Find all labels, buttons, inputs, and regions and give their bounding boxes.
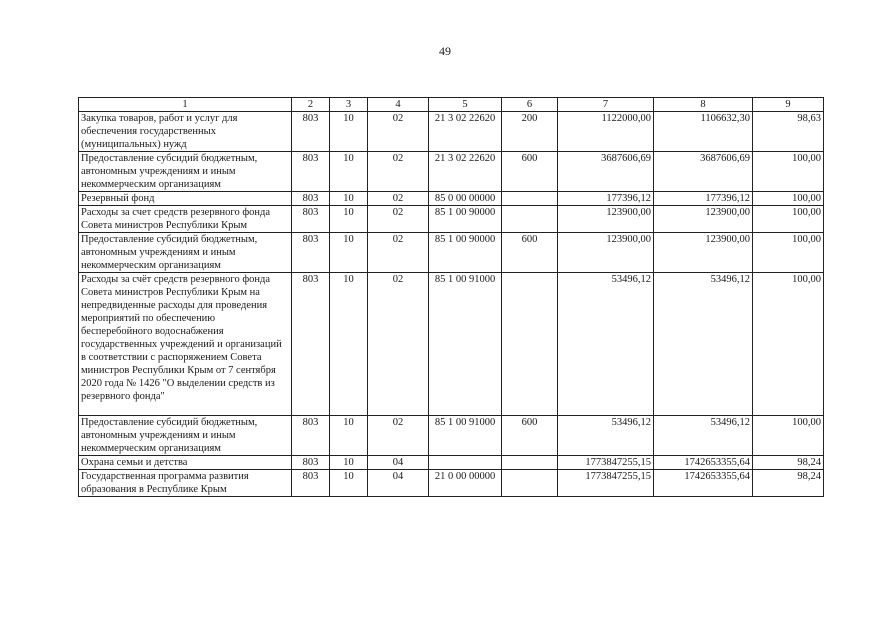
executed-amount: 1742653355,64 (654, 470, 753, 497)
ministry-code: 803 (292, 233, 330, 273)
expense-type-code (502, 470, 558, 497)
subsection-code: 02 (368, 206, 429, 233)
header-cell: 7 (558, 98, 654, 112)
planned-amount: 1122000,00 (558, 112, 654, 152)
execution-percent: 100,00 (753, 273, 824, 416)
item-name: Расходы за счет средств резервного фонда Совета министров Республики Крым (79, 206, 292, 233)
ministry-code: 803 (292, 112, 330, 152)
executed-amount: 53496,12 (654, 273, 753, 416)
target-article-code: 21 3 02 22620 (429, 152, 502, 192)
header-cell: 5 (429, 98, 502, 112)
expense-type-code (502, 206, 558, 233)
execution-percent: 98,63 (753, 112, 824, 152)
table-row (79, 456, 824, 470)
planned-amount: 123900,00 (558, 233, 654, 273)
executed-amount: 53496,12 (654, 416, 753, 456)
expense-type-code: 600 (502, 152, 558, 192)
execution-percent: 98,24 (753, 470, 824, 497)
ministry-code: 803 (292, 192, 330, 206)
target-article-code: 21 0 00 00000 (429, 470, 502, 497)
table-row (79, 233, 824, 273)
header-cell: 9 (753, 98, 824, 112)
planned-amount: 3687606,69 (558, 152, 654, 192)
header-cell: 8 (654, 98, 753, 112)
item-name: Предоставление субсидий бюджетным, автономным учреждениям и иным некоммерческим организациям (79, 416, 292, 456)
executed-amount: 177396,12 (654, 192, 753, 206)
item-name: Резервный фонд (79, 192, 292, 206)
target-article-code (429, 456, 502, 470)
section-code: 10 (330, 233, 368, 273)
executed-amount: 3687606,69 (654, 152, 753, 192)
execution-percent: 100,00 (753, 233, 824, 273)
item-name: Предоставление субсидий бюджетным, автономным учреждениям и иным некоммерческим организациям (79, 233, 292, 273)
target-article-code: 85 1 00 91000 (429, 273, 502, 416)
execution-percent: 98,24 (753, 456, 824, 470)
subsection-code: 02 (368, 273, 429, 416)
table-row (79, 192, 824, 206)
expense-type-code: 600 (502, 416, 558, 456)
section-code: 10 (330, 192, 368, 206)
section-code: 10 (330, 470, 368, 497)
target-article-code: 21 3 02 22620 (429, 112, 502, 152)
subsection-code: 04 (368, 470, 429, 497)
table-header (79, 98, 824, 112)
item-name: Охрана семьи и детства (79, 456, 292, 470)
item-name: Расходы за счёт средств резервного фонда Совета министров Республики Крым на непредвиденные расходы для проведения мероприятий по обеспечению бесперебойного водоснабжения государственных учреждений и организаций в соответствии с распоряжением Совета министров Республики Крым от 7 сентября 2020 года № 1426 "О выделении средств из резервного фонда" (79, 273, 292, 416)
subsection-code: 02 (368, 112, 429, 152)
subsection-code: 02 (368, 416, 429, 456)
expense-type-code: 200 (502, 112, 558, 152)
item-name: Закупка товаров, работ и услуг для обеспечения государственных (муниципальных) нужд (79, 112, 292, 152)
expense-type-code (502, 273, 558, 416)
executed-amount: 123900,00 (654, 206, 753, 233)
table-body (79, 112, 824, 497)
target-article-code: 85 1 00 90000 (429, 206, 502, 233)
execution-percent: 100,00 (753, 192, 824, 206)
section-code: 10 (330, 416, 368, 456)
ministry-code: 803 (292, 456, 330, 470)
ministry-code: 803 (292, 206, 330, 233)
section-code: 10 (330, 456, 368, 470)
budget-table (78, 97, 824, 497)
executed-amount: 1106632,30 (654, 112, 753, 152)
executed-amount: 123900,00 (654, 233, 753, 273)
planned-amount: 53496,12 (558, 416, 654, 456)
table-row (79, 206, 824, 233)
target-article-code: 85 0 00 00000 (429, 192, 502, 206)
planned-amount: 123900,00 (558, 206, 654, 233)
planned-amount: 177396,12 (558, 192, 654, 206)
ministry-code: 803 (292, 470, 330, 497)
execution-percent: 100,00 (753, 152, 824, 192)
header-cell: 3 (330, 98, 368, 112)
ministry-code: 803 (292, 416, 330, 456)
section-code: 10 (330, 273, 368, 416)
target-article-code: 85 1 00 90000 (429, 233, 502, 273)
subsection-code: 04 (368, 456, 429, 470)
section-code: 10 (330, 206, 368, 233)
section-code: 10 (330, 112, 368, 152)
header-cell: 6 (502, 98, 558, 112)
target-article-code: 85 1 00 91000 (429, 416, 502, 456)
execution-percent: 100,00 (753, 416, 824, 456)
table-row (79, 470, 824, 497)
subsection-code: 02 (368, 233, 429, 273)
planned-amount: 1773847255,15 (558, 470, 654, 497)
header-cell: 1 (79, 98, 292, 112)
header-cell: 4 (368, 98, 429, 112)
ministry-code: 803 (292, 273, 330, 416)
planned-amount: 1773847255,15 (558, 456, 654, 470)
expense-type-code: 600 (502, 233, 558, 273)
item-name: Государственная программа развития образования в Республике Крым (79, 470, 292, 497)
header-row (79, 98, 824, 112)
ministry-code: 803 (292, 152, 330, 192)
table-row (79, 416, 824, 456)
section-code: 10 (330, 152, 368, 192)
execution-percent: 100,00 (753, 206, 824, 233)
expense-type-code (502, 192, 558, 206)
planned-amount: 53496,12 (558, 273, 654, 416)
subsection-code: 02 (368, 192, 429, 206)
page-number: 49 (439, 44, 451, 58)
table-row (79, 152, 824, 192)
subsection-code: 02 (368, 152, 429, 192)
expense-type-code (502, 456, 558, 470)
header-cell: 2 (292, 98, 330, 112)
item-name: Предоставление субсидий бюджетным, автономным учреждениям и иным некоммерческим организациям (79, 152, 292, 192)
table-row (79, 112, 824, 152)
table-row (79, 273, 824, 416)
executed-amount: 1742653355,64 (654, 456, 753, 470)
